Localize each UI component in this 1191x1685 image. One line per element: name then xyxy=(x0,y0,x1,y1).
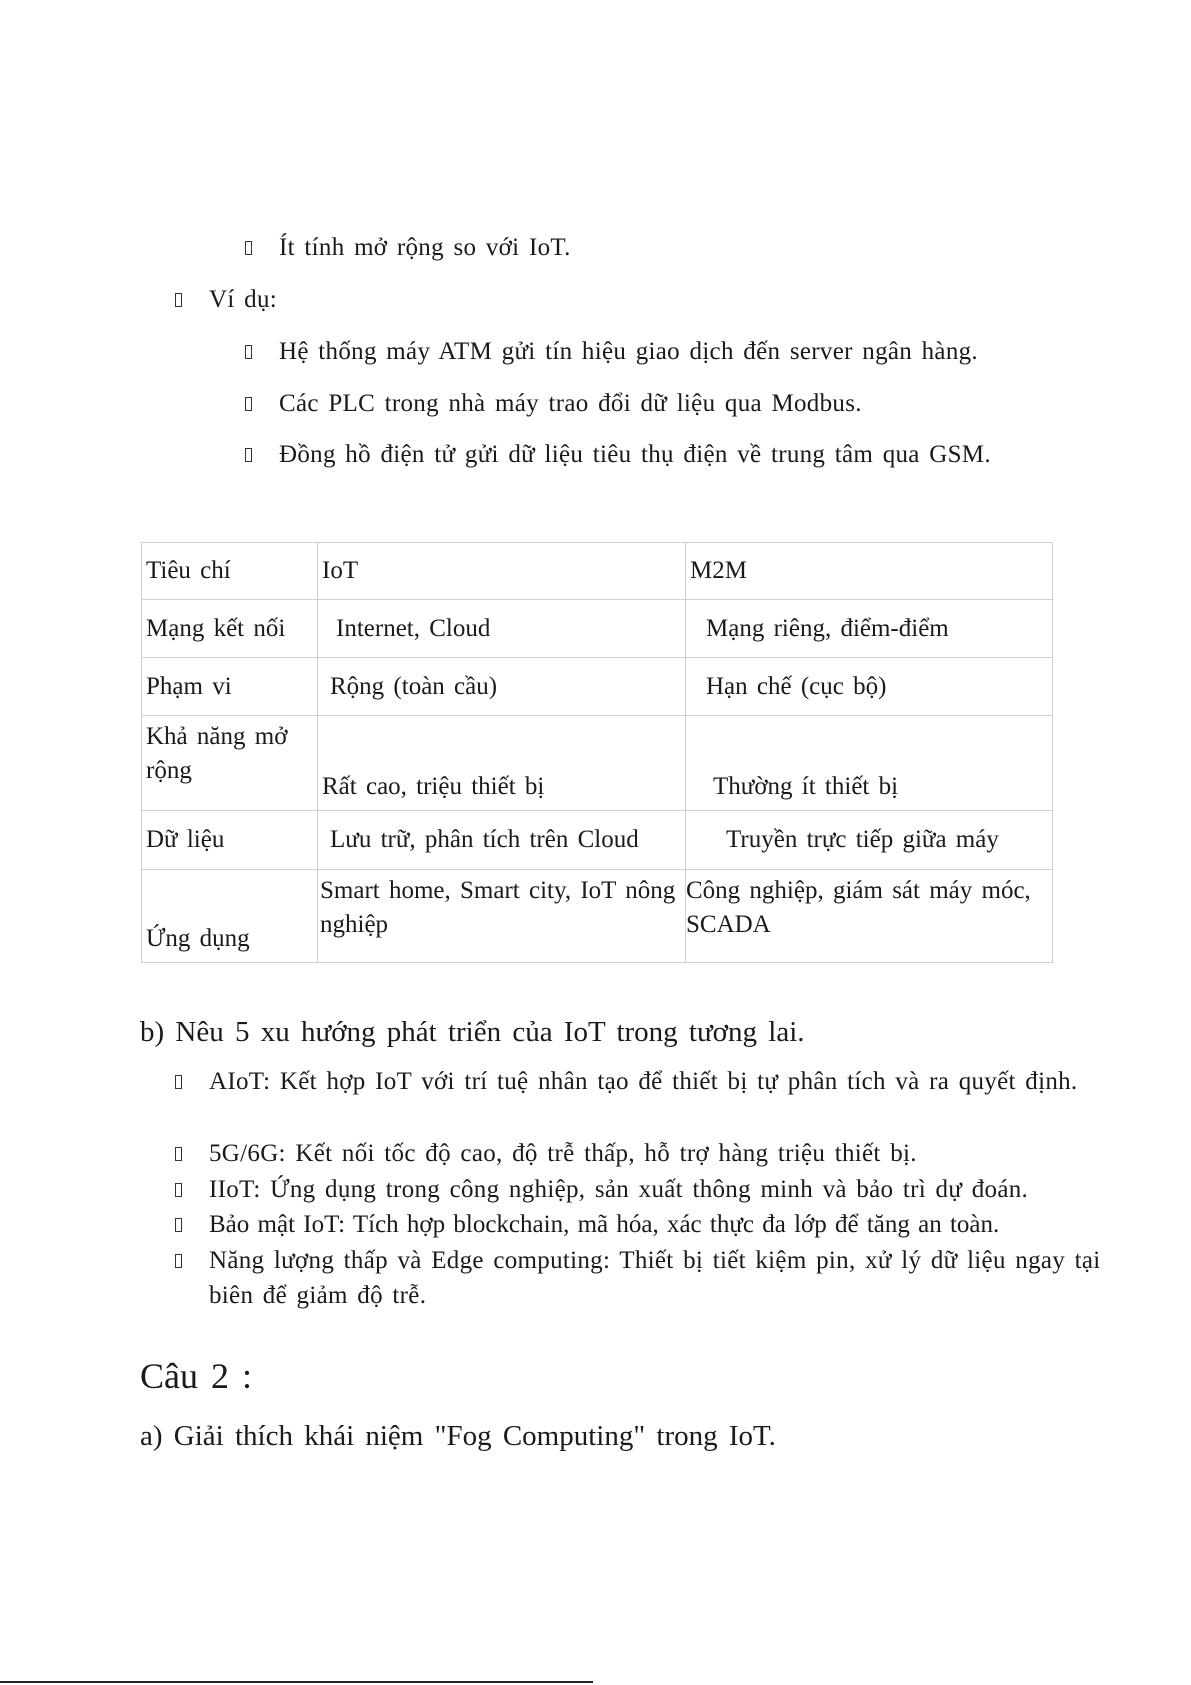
bullet-glyph-icon xyxy=(175,1075,182,1089)
bullet-glyph-icon xyxy=(175,293,182,307)
bullet-glyph-icon xyxy=(245,448,252,462)
question-2-heading: Câu 2 : xyxy=(140,1356,252,1396)
footer-divider xyxy=(0,1681,593,1683)
table-cell: Công nghiệp, giám sát máy móc, SCADA xyxy=(686,870,1053,963)
table-cell: Mạng riêng, điểm-điểm xyxy=(686,600,1053,658)
iot-m2m-comparison-table xyxy=(141,542,1053,963)
table-cell: Truyền trực tiếp giữa máy xyxy=(686,811,1053,870)
table-cell: Rộng (toàn cầu) xyxy=(318,658,686,716)
table-header-row xyxy=(142,543,1053,600)
table-cell: Ứng dụng xyxy=(142,870,318,963)
bullet-glyph-icon xyxy=(175,1254,182,1268)
table-cell: Dữ liệu xyxy=(142,811,318,870)
table-cell: M2M xyxy=(686,543,1053,600)
table-cell: Smart home, Smart city, IoT nông nghiệp xyxy=(318,870,686,963)
bullet-glyph-icon xyxy=(245,241,252,255)
table-row xyxy=(142,600,1053,658)
table-cell: Internet, Cloud xyxy=(318,600,686,658)
table-cell: Khả năng mở rộng xyxy=(142,716,318,811)
table-cell: Hạn chế (cục bộ) xyxy=(686,658,1053,716)
bullet-glyph-icon xyxy=(175,1183,182,1197)
table-row xyxy=(142,658,1053,716)
table-cell: IoT xyxy=(318,543,686,600)
table-cell: Mạng kết nối xyxy=(142,600,318,658)
document-page: Ít tính mở rộng so với IoT. Ví dụ: Hệ thống máy ATM gửi tín hiệu giao dịch đến server ngân hàng. Các PLC trong nhà máy trao đổi dữ liệu qua Modbus. Đồng hồ điện tử gửi dữ liệu tiêu thụ điện về trung tâm qua GSM. Tiêu chí IoT M2M Mạng kết nối Internet, Cloud Mạng riêng, điểm-điểm Phạm vi Rộng (toàn cầu) Hạn chế (cục bộ) Khả năng mở rộng Rất cao, triệu thiết bị Thường ít thiết bị Dữ liệu Lưu trữ, phân tích trên Cloud Truyền trực tiếp giữa máy Ứng dụng Smart home, Smart city, IoT nông nghiệp Công nghiệp, giám sát máy móc, SCADA b) Nêu 5 xu hướng phát triển của IoT trong tương lai. AIoT: Kết hợp IoT với trí tuệ nhân tạo để thiết bị tự phân tích và ra quyết định. 5G/6G: Kết nối tốc độ cao, độ trễ thấp, hỗ trợ hàng triệu thiết bị. IIoT: Ứng dụng trong công nghiệp, sản xuất thông minh và bảo trì dự đoán. Bảo mật IoT: Tích hợp blockchain, mã hóa, xác thực đa lớp để tăng an toàn. Năng lượng thấp và Edge computing: Thiết bị tiết kiệm pin, xử lý dữ liệu ngay tại biên để giảm độ trễ. Câu 2 : a) Giải thích khái niệm "Fog Computing" trong IoT. xyxy=(0,0,1191,1685)
table-cell: Phạm vi xyxy=(142,658,318,716)
table-cell: Tiêu chí xyxy=(142,543,318,600)
table-row xyxy=(142,716,1053,811)
table-cell: Thường ít thiết bị xyxy=(686,716,1053,811)
bullet-glyph-icon xyxy=(175,1147,182,1161)
table-cell: Lưu trữ, phân tích trên Cloud xyxy=(318,811,686,870)
question-2a-heading: a) Giải thích khái niệm "Fog Computing" trong IoT. xyxy=(140,1420,776,1452)
bullet-glyph-icon xyxy=(245,397,252,411)
bullet-glyph-icon xyxy=(175,1218,182,1232)
table-cell: Rất cao, triệu thiết bị xyxy=(318,716,686,811)
bullet-glyph-icon xyxy=(245,345,252,359)
table-row xyxy=(142,870,1053,963)
section-b-heading: b) Nêu 5 xu hướng phát triển của IoT trong tương lai. xyxy=(140,1016,805,1048)
table-row xyxy=(142,811,1053,870)
